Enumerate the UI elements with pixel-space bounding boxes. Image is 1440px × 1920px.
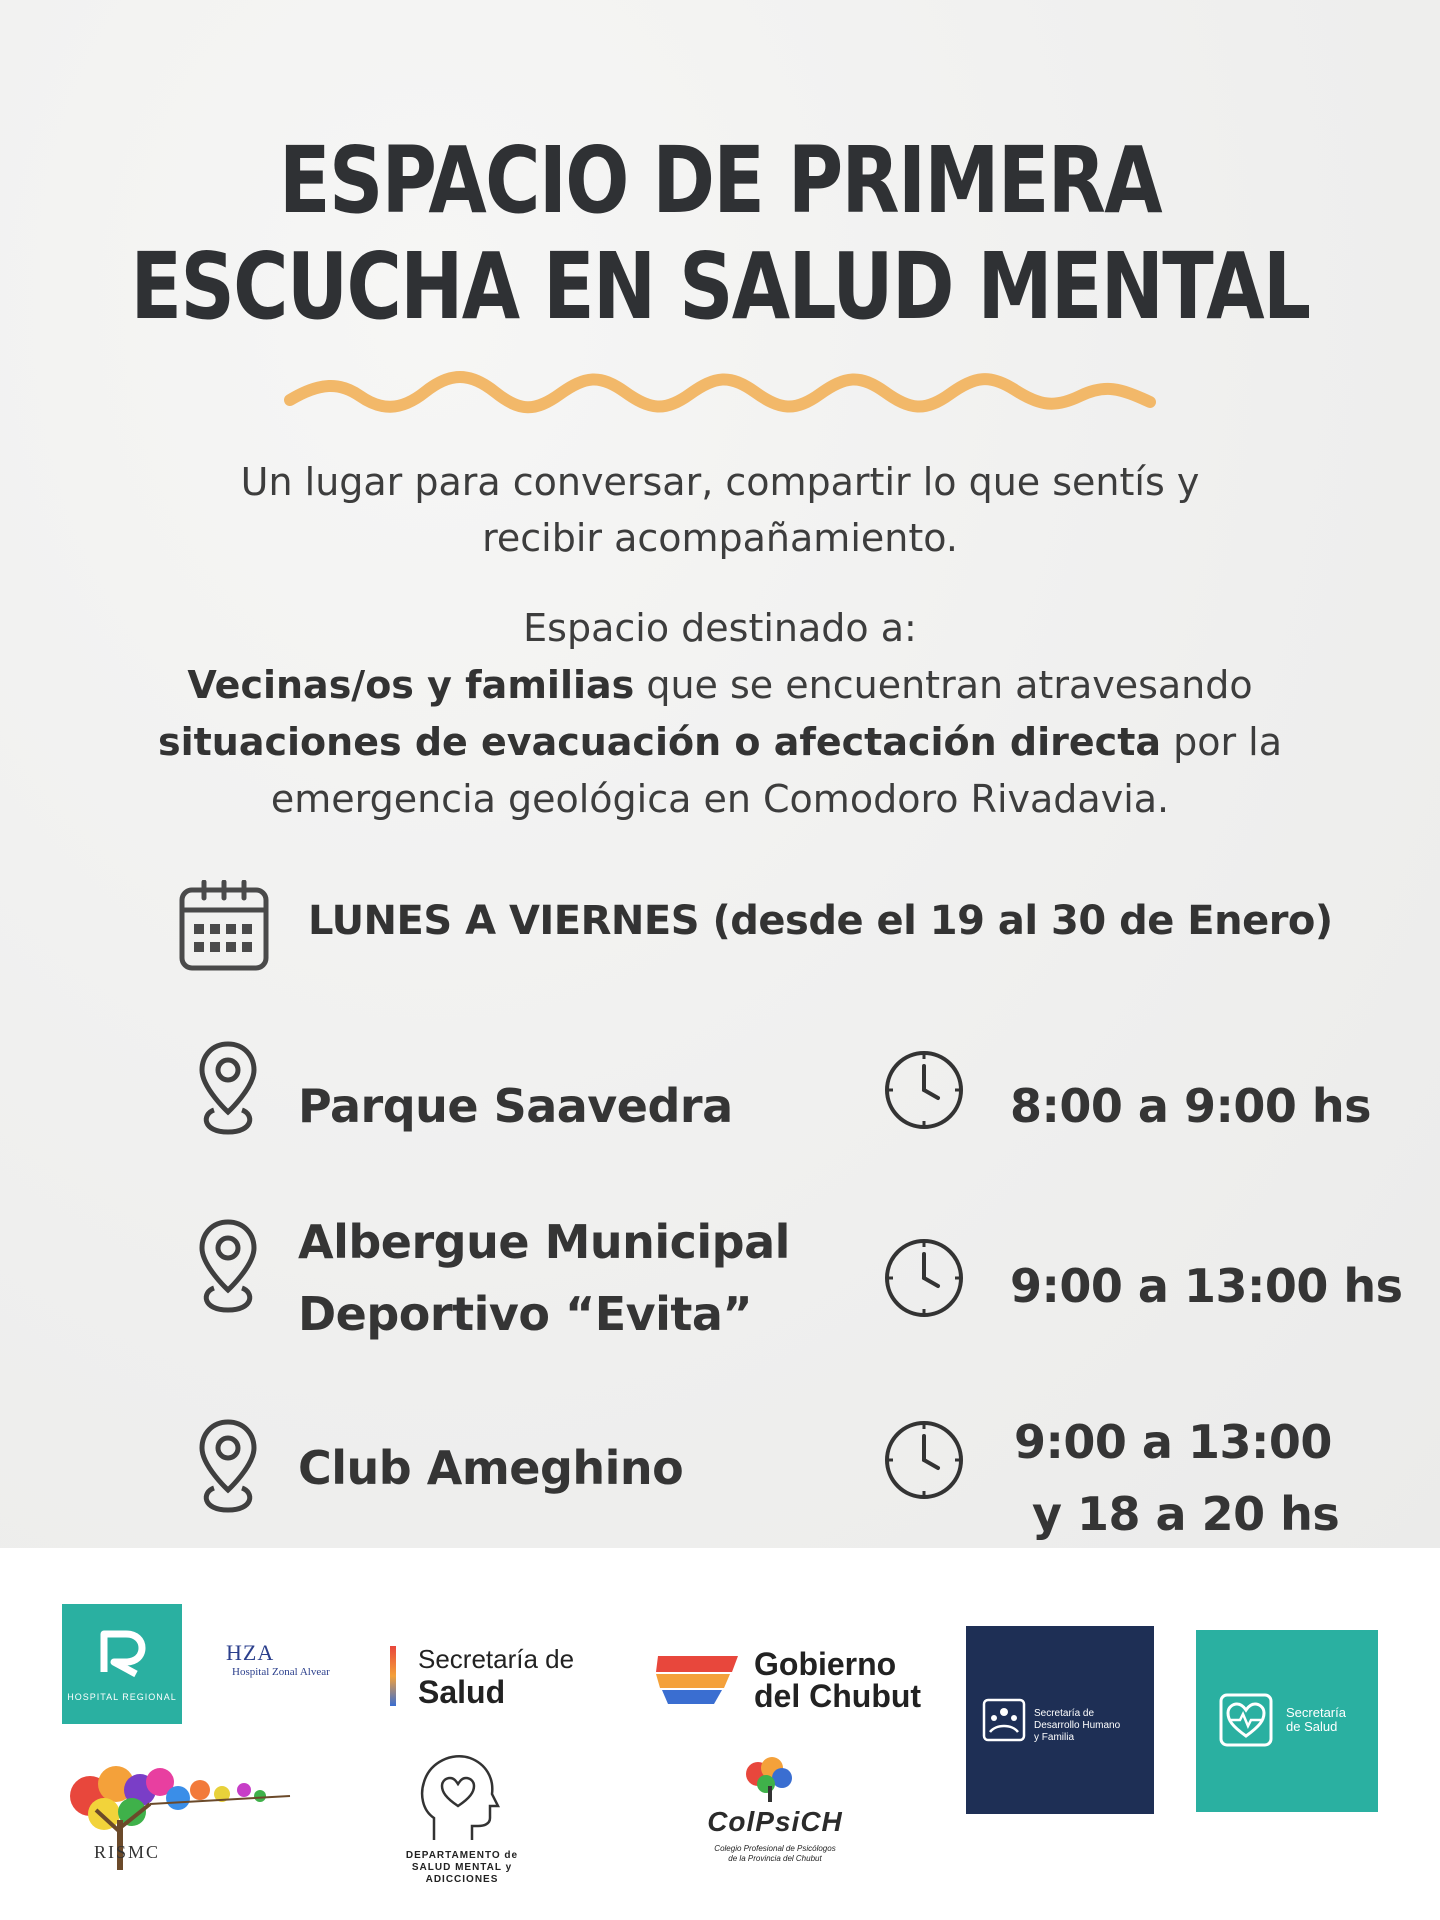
salud-line-1: Secretaría — [1286, 1705, 1346, 1720]
salud-teal-text — [1286, 1706, 1346, 1734]
chubut-map-icon — [654, 1648, 742, 1708]
depto-line-3: ADICCIONES — [425, 1874, 499, 1885]
depto-text — [390, 1850, 534, 1886]
gobierno-chubut-logo — [654, 1644, 934, 1714]
intro-line-1: Un lugar para conversar, compartir lo que sentís y — [240, 460, 1200, 504]
decorative-squiggle — [280, 362, 1160, 422]
location-hours: 8:00 a 9:00 hs — [1010, 1079, 1372, 1133]
hospital-regional-label: HOSPITAL REGIONAL — [67, 1692, 177, 1702]
secretaria-line-2: Salud — [418, 1674, 506, 1710]
secretaria-salud-logo — [390, 1644, 610, 1710]
location-hours-line-1: 9:00 a 13:00 — [1014, 1415, 1332, 1469]
calendar-icon — [178, 880, 270, 972]
secretaria-bar-icon — [390, 1646, 396, 1706]
hza-short: HZA — [226, 1640, 275, 1665]
audience-text-1: que se encuentran atravesando — [634, 663, 1253, 707]
head-heart-icon — [414, 1748, 504, 1844]
audience-line-3: emergencia geológica en Comodoro Rivadavia. — [270, 777, 1170, 821]
location-name-line-2: Deportivo “Evita” — [298, 1287, 753, 1341]
hza-logo — [222, 1640, 362, 1684]
location-name: Club Ameghino — [298, 1441, 684, 1495]
hospital-r-icon — [96, 1626, 148, 1678]
desarrollo-line-3: y Familia — [1034, 1732, 1075, 1743]
clock-icon — [882, 1236, 966, 1320]
gobierno-line-1: Gobierno — [754, 1646, 897, 1682]
hza-full: Hospital Zonal Alvear — [232, 1666, 330, 1678]
location-pin-icon — [196, 1418, 260, 1518]
title-line-1: ESPACIO DE PRIMERA — [279, 127, 1161, 234]
location-name-line-1: Albergue Municipal — [298, 1215, 790, 1269]
hospital-regional-logo — [62, 1604, 182, 1724]
location-hours: 9:00 a 13:00 hs — [1010, 1259, 1403, 1313]
schedule-row — [178, 880, 1378, 980]
audience-text — [0, 600, 1440, 828]
clock-icon — [882, 1418, 966, 1502]
gobierno-line-2: del Chubut — [754, 1678, 922, 1714]
audience-bold-1: Vecinas/os y familias — [187, 663, 635, 707]
location-name: Parque Saavedra — [298, 1079, 733, 1133]
intro-line-2: recibir acompañamiento. — [482, 516, 958, 560]
depto-line-2: SALUD MENTAL y — [411, 1862, 513, 1873]
depto-line-1: DEPARTAMENTO de — [405, 1850, 519, 1861]
schedule-days: LUNES A VIERNES (desde el 19 al 30 de Enero) — [308, 898, 1333, 944]
family-icon — [982, 1698, 1026, 1742]
desarrollo-text — [1034, 1708, 1120, 1744]
audience-heading: Espacio destinado a: — [523, 606, 917, 650]
depto-salud-mental-logo — [390, 1748, 534, 1898]
colpsich-line-1: Colegio Profesional de Psicólogos — [714, 1844, 836, 1853]
rismc-tree-logo — [60, 1760, 296, 1880]
desarrollo-line-1: Secretaría de — [1034, 1708, 1095, 1719]
colpsich-name: ColPsiCH — [707, 1806, 843, 1837]
desarrollo-line-2: Desarrollo Humano — [1034, 1720, 1121, 1731]
audience-bold-2: situaciones de evacuación o afectación directa — [157, 720, 1161, 764]
location-hours-line-2: y 18 a 20 hs — [1032, 1487, 1340, 1541]
audience-line-2 — [0, 714, 1440, 771]
secretaria-line-1: Secretaría de — [418, 1644, 575, 1674]
audience-line-1 — [0, 657, 1440, 714]
clock-icon — [882, 1048, 966, 1132]
colpsich-subtitle — [690, 1844, 860, 1864]
desarrollo-humano-logo — [966, 1626, 1154, 1814]
colpsich-emblem-icon — [742, 1756, 798, 1804]
colpsich-line-2: de la Provincia del Chubut — [728, 1854, 822, 1863]
flyer-title — [130, 128, 1311, 340]
location-pin-icon — [196, 1040, 260, 1140]
secretaria-salud-teal-logo — [1196, 1630, 1378, 1812]
intro-text — [0, 454, 1440, 566]
rismc-label: RISMC — [94, 1842, 161, 1862]
location-pin-icon — [196, 1218, 260, 1318]
colpsich-logo — [690, 1756, 860, 1886]
audience-text-2: por la — [1161, 720, 1282, 764]
sponsor-logos — [0, 1548, 1440, 1920]
title-line-2: ESCUCHA EN SALUD MENTAL — [130, 233, 1310, 340]
heart-pulse-icon — [1218, 1692, 1274, 1748]
salud-line-2: de Salud — [1286, 1719, 1338, 1734]
